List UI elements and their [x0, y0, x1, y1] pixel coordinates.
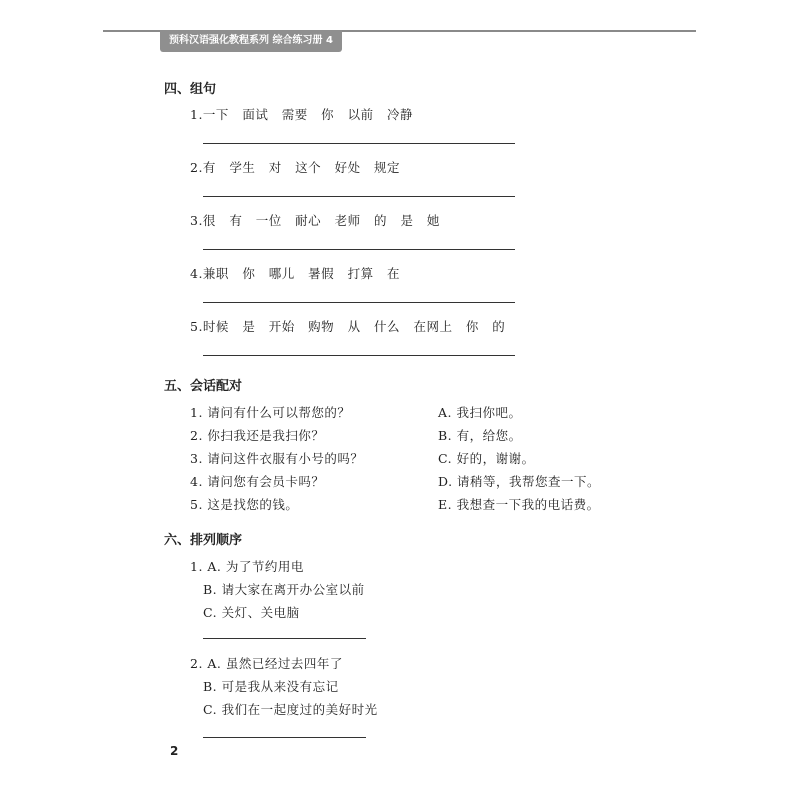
section-6-group-1-c: C. 关灯、关电脑 [203, 605, 300, 620]
section-4-item-5: 5.时候 是 开始 购物 从 什么 在网上 你 的 [190, 319, 506, 334]
section-4-item-1: 1.一下 面试 需要 你 以前 冷静 [190, 107, 414, 122]
answer-line-5 [203, 355, 515, 356]
section-6-group-2-a: 2. A. 虽然已经过去四年了 [190, 656, 343, 671]
section-6-title: 六、排列顺序 [164, 533, 243, 548]
section-5-answer-a: A. 我扫你吧。 [438, 405, 522, 420]
page-number: 2 [170, 744, 179, 758]
answer-line-2 [203, 196, 515, 197]
section-5-question-3: 3. 请问这件衣服有小号的吗？ [190, 451, 364, 466]
order-answer-line-1 [203, 638, 366, 639]
section-5-question-4: 4. 请问您有会员卡吗？ [190, 474, 325, 489]
section-5-title: 五、会话配对 [164, 379, 243, 394]
section-6-group-2-b: B. 可是我从来没有忘记 [203, 679, 339, 694]
answer-line-4 [203, 302, 515, 303]
running-header: 预科汉语强化教程系列 综合练习册 4 [160, 30, 342, 52]
section-5-answer-e: E. 我想查一下我的电话费。 [438, 497, 600, 512]
section-6-group-1-a: 1. A. 为了节约用电 [190, 559, 304, 574]
section-6-group-1-b: B. 请大家在离开办公室以前 [203, 582, 365, 597]
section-6-group-2-c: C. 我们在一起度过的美好时光 [203, 702, 378, 717]
answer-line-3 [203, 249, 515, 250]
section-5-answer-c: C. 好的，谢谢。 [438, 451, 535, 466]
section-5-question-1: 1. 请问有什么可以帮您的？ [190, 405, 351, 420]
section-5-question-5: 5. 这是找您的钱。 [190, 497, 299, 512]
section-5-question-2: 2. 你扫我还是我扫你？ [190, 428, 325, 443]
section-4-item-4: 4.兼职 你 哪儿 暑假 打算 在 [190, 266, 401, 281]
section-4-item-3: 3.很 有 一位 耐心 老师 的 是 她 [190, 213, 440, 228]
section-5-answer-d: D. 请稍等，我帮您查一下。 [438, 474, 601, 489]
section-5-answer-b: B. 有，给您。 [438, 428, 522, 443]
order-answer-line-2 [203, 737, 366, 738]
section-4-item-2: 2.有 学生 对 这个 好处 规定 [190, 160, 401, 175]
answer-line-1 [203, 143, 515, 144]
section-4-title: 四、组句 [164, 82, 217, 97]
